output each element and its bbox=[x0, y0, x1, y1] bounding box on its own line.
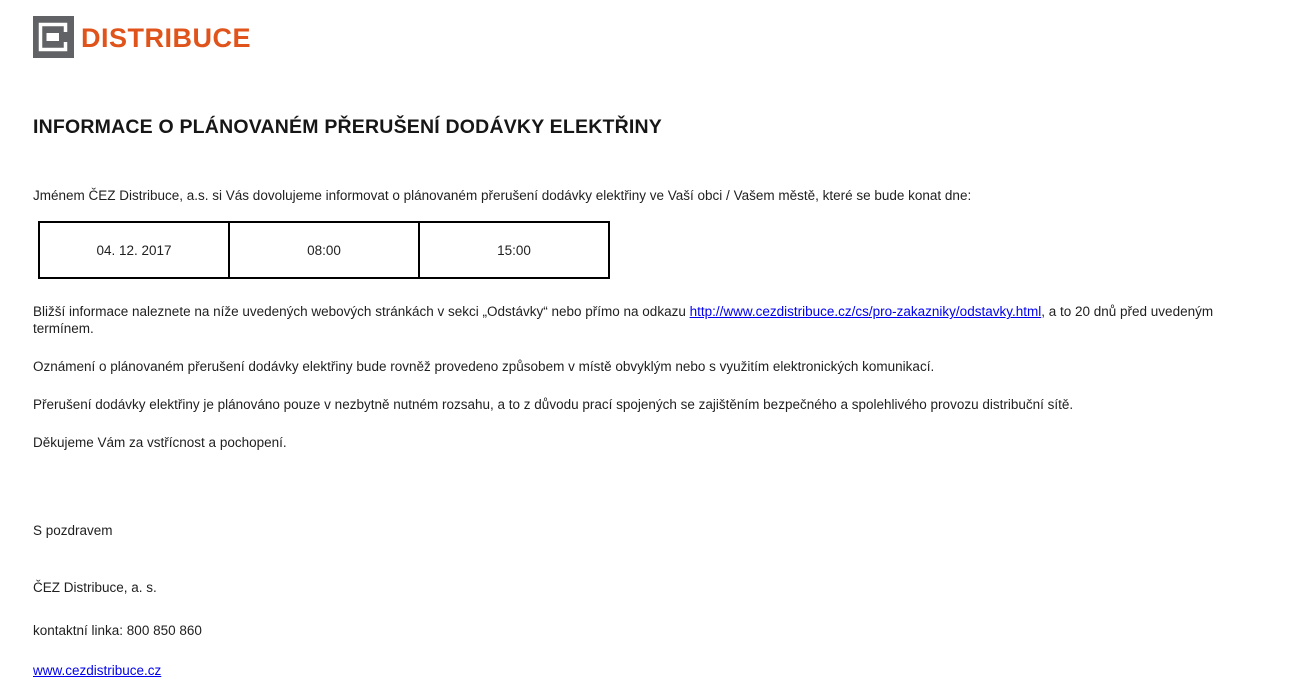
intro-paragraph: Jménem ČEZ Distribuce, a.s. si Vás dovolujeme informovat o plánovaném přerušení dodávky elektřiny ve Vaší obci / Vašem městě, které se bude konat dne: bbox=[33, 188, 972, 204]
page-title: INFORMACE O PLÁNOVANÉM PŘERUŠENÍ DODÁVKY ELEKTŘINY bbox=[33, 116, 662, 138]
more-info-text-after: , a to 20 dnů před uvedeným termínem. bbox=[33, 304, 1214, 337]
thanks-paragraph: Děkujeme Vám za vstřícnost a pochopení. bbox=[33, 435, 287, 451]
outage-end-time-cell: 15:00 bbox=[419, 222, 609, 278]
outage-start-time-cell: 08:00 bbox=[229, 222, 419, 278]
more-info-text-before: Bližší informace naleznete na níže uvedených webových stránkách v sekci „Odstávky“ nebo přímo na odkazu bbox=[33, 304, 690, 320]
signature-company: ČEZ Distribuce, a. s. bbox=[33, 580, 157, 596]
website-link[interactable]: www.cezdistribuce.cz bbox=[33, 663, 162, 679]
cez-logo-wordmark: DISTRIBUCE bbox=[81, 23, 252, 53]
scope-paragraph: Přerušení dodávky elektřiny je plánováno pouze v nezbytně nutném rozsahu, a to z důvodu prací spojených se zajištěním bezpečného a spolehlivého provozu distribuční sítě. bbox=[33, 397, 1074, 413]
outage-date-cell: 04. 12. 2017 bbox=[39, 222, 229, 278]
signature-greeting: S pozdravem bbox=[33, 523, 113, 539]
signature-contact-line: kontaktní linka: 800 850 860 bbox=[33, 623, 202, 639]
signature-website-line bbox=[33, 662, 1258, 679]
announcement-paragraph: Oznámení o plánovaném přerušení dodávky elektřiny bude rovněž provedeno způsobem v místě obvyklým nebo s využitím elektronických komunikací. bbox=[33, 359, 935, 375]
outage-info-link[interactable]: http://www.cezdistribuce.cz/cs/pro-zakazniky/odstavky.html bbox=[689, 304, 1042, 320]
outage-schedule-row bbox=[39, 222, 609, 278]
more-info-paragraph bbox=[33, 303, 1258, 337]
cez-distribuce-logo bbox=[33, 16, 1258, 58]
outage-schedule-table bbox=[38, 221, 610, 279]
cez-logo-icon bbox=[33, 16, 74, 58]
